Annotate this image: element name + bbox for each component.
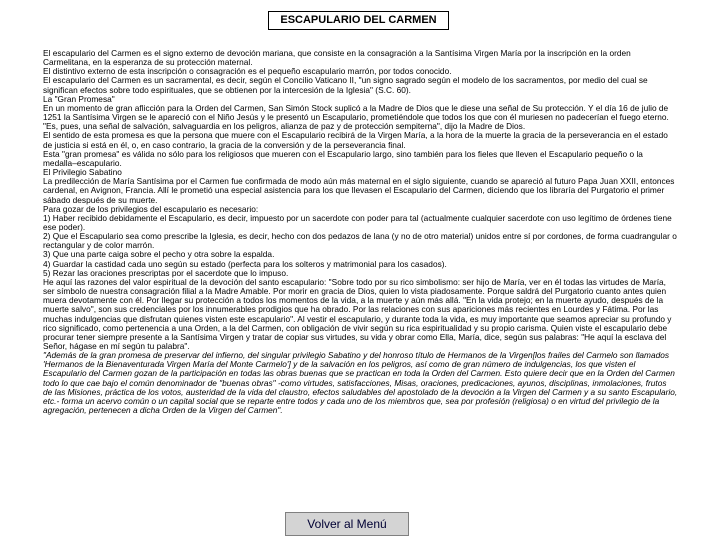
paragraph-intro: El escapulario del Carmen es el signo externo de devoción mariana, que consiste en la consagración a la Santísima Virgen María por la inscripción en la orden Carmelitana, en la esperanza de su protección maternal. [43, 48, 631, 68]
paragraph-simon-stock: En un momento de gran aflicción para la Orden del Carmen, San Simón Stock suplicó a la Madre de Dios que le diese una señal de Su protección. Y el día 16 de julio de 1251 la Santísima Virgen se le apareció con el Niño Jesús y le presentó un Escapulario, prometiéndole que todos los que con él muriesen no padecerían el fuego eterno. "Es, pues, una señal de salvación, salvaguardia en los peligros, alianza de paz y de protección sempiterna", dijo la Madre de Dios. [43, 102, 669, 132]
list-item-requisito-3: 3) Que una parte caiga sobre el pecho y otra sobre la espalda. [43, 249, 275, 260]
paragraph-razones: He aquí las razones del valor espiritual de la devoción del santo escapulario: "Sobre todo por su rico simbolismo: ser hijo de María, ver en él todas las virtudes de María, ser símbolo de nuestra consagración filial a la Madre Amable. Por morir en gracia de Dios, quien lo vista piadosamente. Porque saldrá del Purgatorio cuanto antes quien muera devotamente con él. Por llegar su protección a todos los momentos de la vida, a la muerte y aún más allá. "En la vida protejo; en la muerte ayudo, después de la muerte salvo", son sus credenciales por los innumerables prodigios que ha obrado. Por las relaciones con sus apariciones más recientes en Lourdes y Fátima. Por las muchas indulgencias que disfrutan quienes visten este escapulario". Al vestir el escapulario, y durante toda la vida, es muy importante que seamos apreciar su profundo y rico significado, como pertenencia a una Orden, a la del Carmen, con obligación de vivir según su rica espiritualidad y su propio carisma. Quien viste el escapulario debe procurar tener siempre presente a la Santísima Virgen y tratar de copiar sus virtudes, su vida y obrar como Ella, María, dice, según sus palabras: "He aquí la esclava del Señor, hágase en mí según tu palabra". [43, 276, 672, 351]
paragraph-cita-participacion: "Además de la gran promesa de preservar del infierno, del singular privilegio Sabatino y del honroso título de Hermanos de la Virgen[los frailes del Carmelo son llamados 'Hermanos de la Bienaventurada Virgen María del Monte Carmelo'] y de la salvación en los peligros, así como de gran número de indulgencias, los que visten el Escapulario del Carmen gozan de la participación en todas las obras buenas que se practican en toda la Orden del Carmen. Esto quiere decir que en la Orden del Carmen todo lo que cae bajo el común denominador de "buenas obras" -como virtudes, satisfacciones, Misas, oraciones, predicaciones, ayunos, disciplinas, inmolaciones, frutos de las Misiones, práctica de los votos, austeridad de la vida del claustro, efectos saludables del apostolado de la devoción a la Virgen del Carmen y a su santo Escapulario, etc.- forma un acervo común o un capital social que se reparte entre todos y cada uno de los miembros que, sea por profesión (religiosa) o en virtud del privilegio de la agregación, pertenecen a dicha Orden de la Virgen del Carmen". [43, 350, 678, 416]
list-item-requisito-1: 1) Haber recibido debidamente el Escapulario, es decir, impuesto por un sacerdote con poder para tal (actualmente cualquier sacerdote con uso legítimo de órdenes tiene ese poder). [43, 212, 672, 232]
back-to-menu-button[interactable]: Volver al Menú [285, 512, 409, 536]
section-heading-privilegio-sabatino: El Privilegio Sabatino [43, 167, 122, 178]
section-heading-gran-promesa: La "Gran Promesa" [43, 93, 115, 104]
paragraph-distintivo: El distintivo externo de esta inscripción o consagración es el pequeño escapulario marrón, por todos conocido. [43, 66, 452, 77]
paragraph-requisitos-intro: Para gozar de los privilegios del escapulario es necesario: [43, 203, 259, 214]
paragraph-sacramental: El escapulario del Carmen es un sacramental, es decir, según el Concilio Vaticano II, "un signo sagrado según el modelo de los sacramentos, por medio del cual se significan efectos sobre todo espirituales, que se obtienen por la intercesión de la Iglesia" (S.C. 60). [43, 75, 648, 95]
list-item-requisito-2: 2) Que el Escapulario sea como prescribe la Iglesia, es decir, hecho con dos pedazos de lana (y no de otro material) unidos entre sí por cordones, de forma cuadrangular o rectangular y de color marrón. [43, 231, 677, 251]
document-body [43, 49, 678, 415]
paragraph-juan-xxii: La predilección de María Santísima por el Carmen fue confirmada de modo aún más maternal en el siglo siguiente, cuando se apareció al futuro Papa Juan XXII, entonces cardenal, en Avignon, Francia. Allí le prometió una especial asistencia para los que llevasen el Escapulario del Carmen, diciendo que los libraría del Purgatorio el primer sábado después de su muerte. [43, 176, 675, 205]
paragraph-sentido-promesa: El sentido de esta promesa es que la persona que muere con el Escapulario recibirá de la Virgen María, a la hora de la muerte la gracia de la perseverancia en el estado de justicia si está en él, o, en caso contrario, la gracia de la conversión y de la perseverancia final. [43, 130, 668, 150]
paragraph-validez-promesa: Esta "gran promesa" es válida no sólo para los religiosos que mueren con el Escapulario largo, sino también para los fieles que lleven el Escapulario pequeño o la medalla–escapulario. [43, 148, 643, 168]
list-item-requisito-5: 5) Rezar las oraciones prescriptas por el sacerdote que lo impuso. [43, 267, 289, 278]
page-title: ESCAPULARIO DEL CARMEN [268, 11, 449, 30]
list-item-requisito-4: 4) Guardar la castidad cada uno según su estado (perfecta para los solteros y matrimonial para los casados). [43, 258, 447, 269]
